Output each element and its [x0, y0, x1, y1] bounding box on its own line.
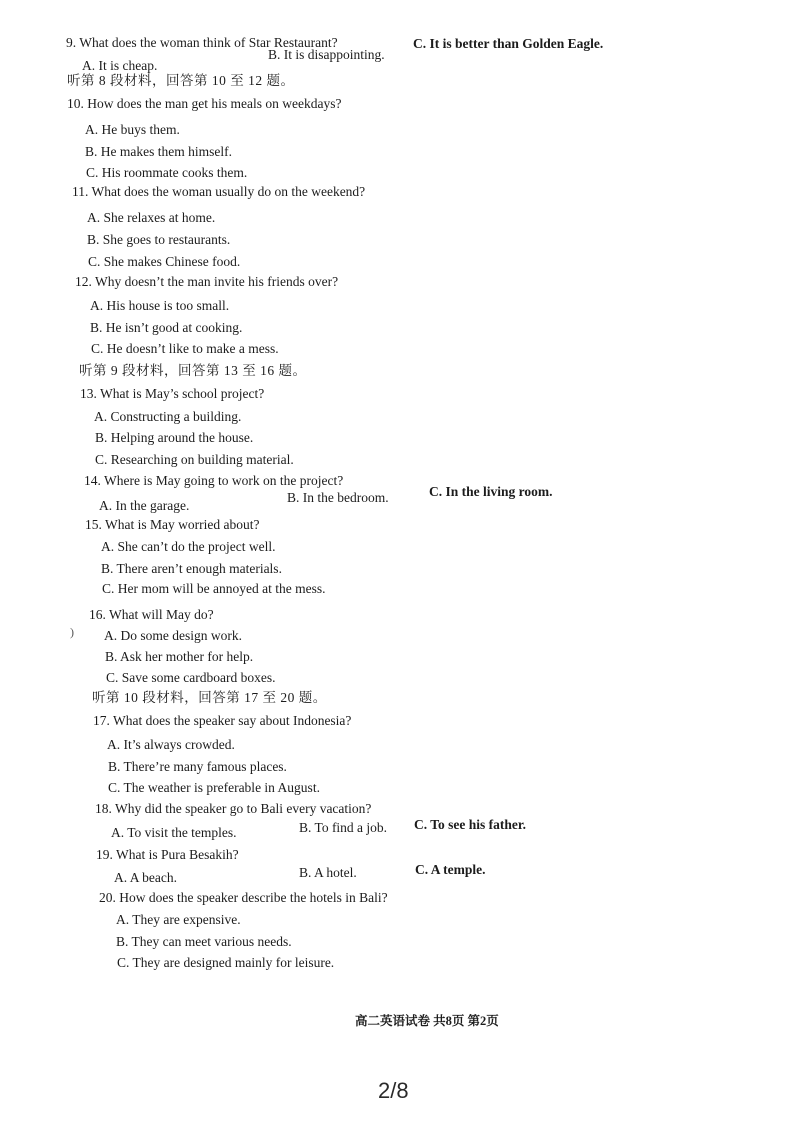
section-9-instruction: 听第 9 段材料，回答第 13 至 16 题。 [79, 363, 307, 378]
question-15: 15. What is May worried about? [85, 517, 260, 532]
question-18: 18. Why did the speaker go to Bali every vacation? [95, 801, 372, 816]
page-footer: 高二英语试卷 共8页 第2页 [355, 1014, 499, 1028]
question-17-option-c: C. The weather is preferable in August. [108, 780, 320, 795]
question-14-option-a: A. In the garage. [99, 498, 190, 513]
question-12-option-a: A. His house is too small. [90, 298, 230, 313]
question-16-option-b: B. Ask her mother for help. [105, 649, 254, 664]
question-10-option-c: C. His roommate cooks them. [86, 165, 248, 180]
question-9-option-c: C. It is better than Golden Eagle. [413, 36, 604, 51]
question-11-option-b: B. She goes to restaurants. [87, 232, 231, 247]
question-14-option-b: B. In the bedroom. [287, 490, 389, 505]
question-9-option-a: A. It is cheap. [82, 58, 158, 73]
question-19-option-b: B. A hotel. [299, 865, 357, 880]
question-9-option-b: B. It is disappointing. [268, 47, 385, 62]
margin-mark: ) [70, 625, 74, 639]
question-11-option-a: A. She relaxes at home. [87, 210, 216, 225]
question-10-option-a: A. He buys them. [85, 122, 180, 137]
question-13-option-b: B. Helping around the house. [95, 430, 254, 445]
question-12-option-c: C. He doesn’t like to make a mess. [91, 341, 279, 356]
question-10: 10. How does the man get his meals on weekdays? [67, 96, 342, 111]
question-17: 17. What does the speaker say about Indonesia? [93, 713, 352, 728]
question-19-option-a: A. A beach. [114, 870, 177, 885]
section-8-instruction: 听第 8 段材料，回答第 10 至 12 题。 [67, 73, 295, 88]
question-13-option-c: C. Researching on building material. [95, 452, 294, 467]
question-15-option-c: C. Her mom will be annoyed at the mess. [102, 581, 326, 596]
section-10-instruction: 听第 10 段材料，回答第 17 至 20 题。 [92, 690, 327, 705]
question-18-option-c: C. To see his father. [414, 817, 527, 832]
question-20-option-a: A. They are expensive. [116, 912, 241, 927]
question-9: 9. What does the woman think of Star Restaurant? [66, 35, 338, 50]
question-14-option-c: C. In the living room. [429, 484, 553, 499]
question-20-option-b: B. They can meet various needs. [116, 934, 292, 949]
question-18-option-b: B. To find a job. [299, 820, 388, 835]
question-17-option-a: A. It’s always crowded. [107, 737, 235, 752]
question-10-option-b: B. He makes them himself. [85, 144, 232, 159]
page-indicator: 2/8 [378, 1078, 409, 1103]
question-16-option-c: C. Save some cardboard boxes. [106, 670, 276, 685]
question-12: 12. Why doesn’t the man invite his friends over? [75, 274, 339, 289]
question-17-option-b: B. There’re many famous places. [108, 759, 287, 774]
question-19-option-c: C. A temple. [415, 862, 486, 877]
question-13: 13. What is May’s school project? [80, 386, 265, 401]
question-16-option-a: A. Do some design work. [104, 628, 242, 643]
question-12-option-b: B. He isn’t good at cooking. [90, 320, 243, 335]
question-15-option-b: B. There aren’t enough materials. [101, 561, 282, 576]
question-14: 14. Where is May going to work on the project? [84, 473, 344, 488]
question-11: 11. What does the woman usually do on the weekend? [72, 184, 366, 199]
question-15-option-a: A. She can’t do the project well. [101, 539, 276, 554]
question-18-option-a: A. To visit the temples. [111, 825, 237, 840]
question-11-option-c: C. She makes Chinese food. [88, 254, 241, 269]
question-19: 19. What is Pura Besakih? [96, 847, 239, 862]
question-20-option-c: C. They are designed mainly for leisure. [117, 955, 335, 970]
question-16: 16. What will May do? [89, 607, 214, 622]
question-13-option-a: A. Constructing a building. [94, 409, 242, 424]
question-20: 20. How does the speaker describe the hotels in Bali? [99, 890, 388, 905]
